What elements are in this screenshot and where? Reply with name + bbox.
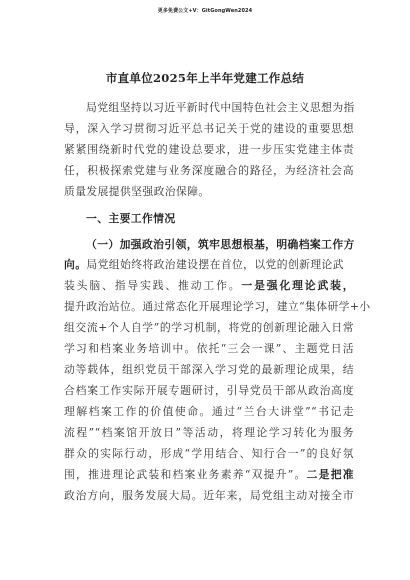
body-line-11-row (64, 468, 354, 481)
body-line-12: 政治方向，服务发展大局。近年来，局党组主动对接全市 (64, 489, 354, 502)
body-line-9: 流程”“档案馆开放日”等活动，将理论学习转化为服务 (64, 426, 354, 439)
bold-phrase-one: 一是强化理论武装， (241, 279, 354, 292)
body-line-11: 围，推进理论武装和档案业务素养“双提升”。 (64, 468, 307, 481)
body-line-2: 装头脑、指导实践、推动工作。 (64, 279, 242, 292)
body-line-4: 组交流+个人自学”的学习机制，将党的创新理论融入日常 (64, 321, 354, 334)
body-line-7: 合档案工作实际开展专题研讨，引导党员干部从政治高度 (64, 384, 354, 397)
body-line-3: 提升政治站位。通过常态化开展理论学习，建立“集体研学+小 (64, 300, 371, 313)
subsection-heading-continued (64, 258, 354, 271)
body-line-6: 动等载体，组织党员干部深入学习党的最新理论成果，结 (64, 363, 354, 376)
body-line-5: 学习和档案业务培训中。依托“三会一课”、主题党日活 (64, 342, 354, 355)
document-title: 市直单位2025年上半年党建工作总结 (105, 71, 305, 85)
body-line-1: 局党组始终将政治建设摆在首位，以党的创新理论武 (86, 258, 344, 271)
subsection-heading: （一）加强政治引领，筑牢思想根基，明确档案工作方 (86, 238, 355, 251)
header-note: 更多免费公文+V：GitGongWen2024 (157, 8, 253, 14)
intro-line-1: 局党组坚持以习近平新时代中国特色社会主义思想为指 (86, 101, 355, 114)
intro-line-5: 质量发展提供坚强政治保障。 (64, 185, 210, 198)
body-line-10: 群众的实际行动，形成“学用结合、知行合一”的良好氛 (64, 447, 354, 460)
intro-line-4: 任，积极探索党建与业务深度融合的路径，为经济社会高 (64, 164, 354, 177)
body-line-8: 理解档案工作的价值使命。通过“兰台大讲堂”“书记走 (64, 405, 354, 418)
section-heading: 一、主要工作情况 (86, 212, 176, 225)
body-line-2-row (64, 279, 354, 292)
intro-line-3: 紧紧围绕新时代党的建设总要求，进一步压实党建主体责 (64, 143, 354, 156)
bold-phrase-two: 二是把准 (306, 468, 354, 481)
subsection-heading-end: 向。 (64, 258, 87, 271)
intro-line-2: 导，深入学习贯彻习近平总书记关于党的建设的重要思想 (64, 122, 354, 135)
